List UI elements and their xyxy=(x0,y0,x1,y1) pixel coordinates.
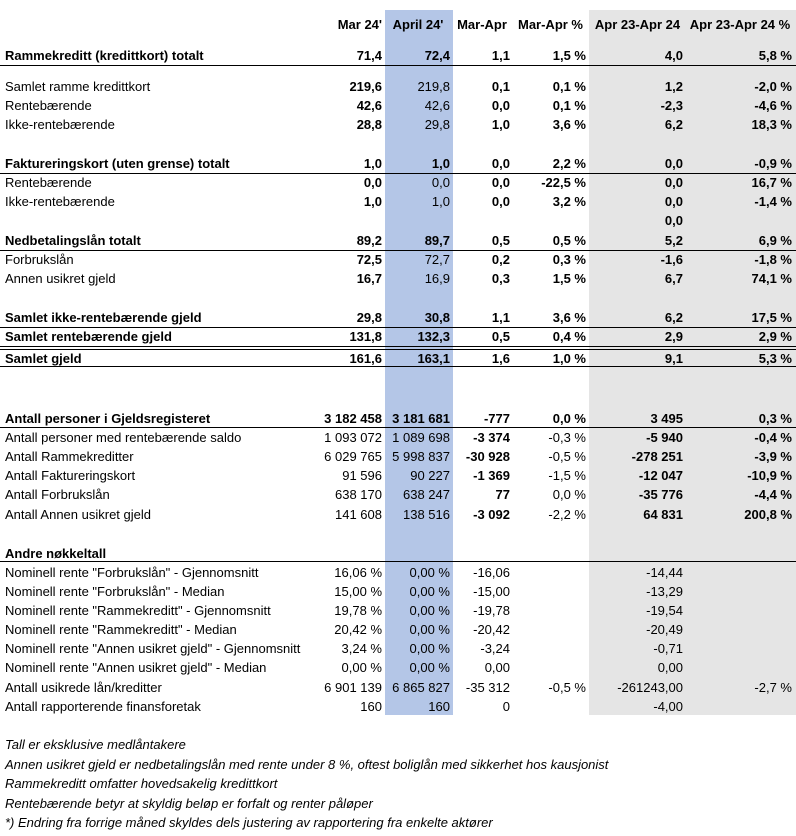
cell: 0,5 % xyxy=(552,233,586,248)
cell: 0,00 % xyxy=(409,565,450,580)
cell: -5 940 xyxy=(646,430,683,445)
table-row xyxy=(0,602,796,620)
header-mar-apr-pct: Mar-Apr % xyxy=(517,17,583,32)
cell: 1,6 xyxy=(491,351,510,366)
row-label: Antall Forbrukslån xyxy=(5,487,110,502)
cell: 0,0 xyxy=(363,175,382,190)
rule xyxy=(0,327,796,328)
rule xyxy=(0,250,796,251)
cell: 0,2 xyxy=(491,252,510,267)
cell: 1 093 072 xyxy=(324,430,382,445)
row-label: Nominell rente "Rammekreditt" - Gjennomsnitt xyxy=(5,603,271,618)
cell: 0,3 % xyxy=(758,411,792,426)
row-label: Forbrukslån xyxy=(5,252,74,267)
row-label: Nominell rente "Annen usikret gjeld" - Gjennomsnitt xyxy=(5,641,301,656)
cell: -10,9 % xyxy=(747,468,792,483)
header-yoy-pct: Apr 23-Apr 24 % xyxy=(689,17,791,32)
cell xyxy=(688,640,792,658)
cell: 3,6 % xyxy=(552,310,586,325)
cell: 72,7 xyxy=(424,252,450,267)
table-row xyxy=(0,467,796,485)
cell: 638 247 xyxy=(403,487,450,502)
cell: 6,9 % xyxy=(758,233,792,248)
cell: 5 998 837 xyxy=(392,449,450,464)
cell: 0,00 % xyxy=(409,660,450,675)
cell: -2,2 % xyxy=(548,507,586,522)
cell: 6 029 765 xyxy=(324,449,382,464)
table-row xyxy=(0,155,796,173)
cell: 6 901 139 xyxy=(324,680,382,695)
cell: 0,3 xyxy=(491,271,510,286)
cell: 3,6 % xyxy=(552,117,586,132)
cell xyxy=(515,621,586,639)
cell: 0,0 xyxy=(491,156,510,171)
cell: -261243,00 xyxy=(617,680,683,695)
footnote: Tall er eksklusive medlåntakere xyxy=(5,737,186,752)
cell: -35 776 xyxy=(638,487,683,502)
cell: 72,4 xyxy=(424,48,450,63)
row-label: Antall personer med rentebærende saldo xyxy=(5,430,242,445)
cell xyxy=(688,659,792,677)
table-row xyxy=(0,698,796,716)
footnote: *) Endring fra forrige måned skyldes dels justering av rapportering fra enkelte aktører xyxy=(5,815,493,830)
cell: 131,8 xyxy=(349,329,382,344)
cell: 16,7 % xyxy=(751,175,792,190)
header-mar-apr: Mar-Apr xyxy=(457,17,507,32)
cell xyxy=(688,621,792,639)
cell: -0,9 % xyxy=(754,156,792,171)
cell xyxy=(515,659,586,677)
cell: 42,6 xyxy=(424,98,450,113)
table-row xyxy=(0,506,796,524)
cell: 2,9 xyxy=(664,329,683,344)
cell: 0,5 xyxy=(491,233,510,248)
row-label: Antall rapporterende finansforetak xyxy=(5,699,201,714)
cell: 0,0 xyxy=(431,175,450,190)
table-row xyxy=(0,486,796,504)
cell: 4,0 xyxy=(664,48,683,63)
cell: 0,1 % xyxy=(552,98,586,113)
cell: -20,42 xyxy=(473,622,510,637)
row-label: Samlet ramme kredittkort xyxy=(5,79,151,94)
cell xyxy=(688,583,792,601)
header-mar24: Mar 24' xyxy=(337,17,382,32)
cell: -278 251 xyxy=(631,449,683,464)
cell: 0,0 xyxy=(664,194,683,209)
cell: 64 831 xyxy=(643,507,683,522)
cell: -777 xyxy=(483,411,510,426)
cell xyxy=(515,640,586,658)
cell xyxy=(515,602,586,620)
cell: 1,0 xyxy=(363,156,382,171)
cell: 2,2 % xyxy=(552,156,586,171)
table-row xyxy=(0,97,796,115)
row-label: Antall personer i Gjeldsregisteret xyxy=(5,411,211,426)
cell: -0,3 % xyxy=(548,430,586,445)
row-label: Faktureringskort (uten grense) totalt xyxy=(5,156,230,171)
cell: 15,00 % xyxy=(334,584,382,599)
cell: 1,0 xyxy=(431,194,450,209)
cell: 5,3 % xyxy=(758,351,792,366)
row-label: Antall Rammekreditter xyxy=(5,449,134,464)
cell: -2,3 xyxy=(660,98,683,113)
row-label: Samlet ikke-rentebærende gjeld xyxy=(5,310,202,325)
table-row xyxy=(0,410,796,428)
rule xyxy=(0,173,796,174)
cell: 0,0 xyxy=(491,98,510,113)
cell: 638 170 xyxy=(335,487,382,502)
cell: 0,0 % xyxy=(552,411,586,426)
cell: 1,5 % xyxy=(552,48,586,63)
cell: 0,00 % xyxy=(409,641,450,656)
table-row xyxy=(0,621,796,639)
cell: 3 182 458 xyxy=(324,411,382,426)
cell: -1,6 xyxy=(660,252,683,267)
cell: 5,8 % xyxy=(758,48,792,63)
cell xyxy=(300,212,382,230)
cell: 0,1 % xyxy=(552,79,586,94)
cell: 1,1 xyxy=(491,310,510,325)
rule xyxy=(0,366,796,367)
table-row xyxy=(0,640,796,658)
cell: -19,54 xyxy=(646,603,683,618)
row-label: Nedbetalingslån totalt xyxy=(5,233,141,248)
table-row xyxy=(0,270,796,288)
cell: 0,1 xyxy=(491,79,510,94)
table-row xyxy=(0,583,796,601)
cell: -4,4 % xyxy=(754,487,792,502)
cell: 2,9 % xyxy=(758,329,792,344)
cell xyxy=(454,212,510,230)
cell: -22,5 % xyxy=(541,175,586,190)
table-row xyxy=(0,448,796,466)
cell: 3 495 xyxy=(650,411,683,426)
row-label: Nominell rente "Rammekreditt" - Median xyxy=(5,622,237,637)
cell: 1,0 xyxy=(491,117,510,132)
rule xyxy=(0,427,796,428)
cell: 17,5 % xyxy=(751,310,792,325)
row-label: Samlet gjeld xyxy=(5,351,82,366)
row-label: Nominell rente "Forbrukslån" - Gjennomsnitt xyxy=(5,565,259,580)
cell xyxy=(386,212,450,230)
cell: 200,8 % xyxy=(744,507,792,522)
cell: 0,0 xyxy=(491,175,510,190)
rule xyxy=(0,349,796,350)
cell: 160 xyxy=(428,699,450,714)
cell: 1,5 % xyxy=(552,271,586,286)
table-row xyxy=(0,429,796,447)
cell: 77 xyxy=(495,487,510,502)
table-row xyxy=(0,309,796,327)
cell: 30,8 xyxy=(424,310,450,325)
table-row xyxy=(0,174,796,192)
row-label: Ikke-rentebærende xyxy=(5,117,115,132)
cell: 3,24 % xyxy=(341,641,382,656)
cell: -12 047 xyxy=(638,468,683,483)
cell: 0,0 xyxy=(491,194,510,209)
cell: 89,2 xyxy=(356,233,382,248)
cell: -3 092 xyxy=(473,507,510,522)
table-row xyxy=(0,193,796,211)
cell xyxy=(688,698,792,716)
cell: -2,0 % xyxy=(754,79,792,94)
cell xyxy=(515,212,586,230)
cell: 29,8 xyxy=(424,117,450,132)
rule xyxy=(0,561,796,562)
cell: -30 928 xyxy=(465,449,510,464)
header-yoy: Apr 23-Apr 24 xyxy=(594,17,681,32)
cell: 160 xyxy=(360,699,382,714)
cell: 19,78 % xyxy=(334,603,382,618)
cell: 1,2 xyxy=(664,79,683,94)
footnote: Rammekreditt omfatter hovedsakelig kredittkort xyxy=(5,776,278,791)
cell: 1,0 xyxy=(431,156,450,171)
cell: 71,4 xyxy=(356,48,382,63)
cell: -3,24 xyxy=(480,641,510,656)
row-label: Samlet rentebærende gjeld xyxy=(5,329,172,344)
cell: 0 xyxy=(502,699,510,714)
cell: -0,5 % xyxy=(548,449,586,464)
cell: -15,00 xyxy=(473,584,510,599)
cell: -3,9 % xyxy=(754,449,792,464)
cell: -19,78 xyxy=(473,603,510,618)
table-row xyxy=(0,659,796,677)
cell: 6,2 xyxy=(664,117,683,132)
cell: 0,00 % xyxy=(409,584,450,599)
cell: 9,1 xyxy=(664,351,683,366)
table-row xyxy=(0,212,796,230)
cell: 219,8 xyxy=(417,79,450,94)
row-label: Nominell rente "Forbrukslån" - Median xyxy=(5,584,225,599)
row-label: Andre nøkkeltall xyxy=(5,546,107,561)
table-row xyxy=(0,251,796,269)
cell: 0,00 % xyxy=(409,622,450,637)
cell: 0,0 xyxy=(664,213,683,228)
rule xyxy=(0,346,796,347)
cell: -1,8 % xyxy=(754,252,792,267)
cell: 1,1 xyxy=(491,48,510,63)
cell: 0,5 xyxy=(491,329,510,344)
cell: -0,5 % xyxy=(548,680,586,695)
table-row xyxy=(0,232,796,250)
row-label: Rammekreditt (kredittkort) totalt xyxy=(5,48,204,63)
cell xyxy=(515,583,586,601)
cell: 0,00 xyxy=(484,660,510,675)
table-row xyxy=(0,116,796,134)
cell: -35 312 xyxy=(465,680,510,695)
cell: -14,44 xyxy=(646,565,683,580)
header-row xyxy=(0,16,796,34)
cell: 0,00 xyxy=(657,660,683,675)
cell xyxy=(688,564,792,582)
cell: 1 089 698 xyxy=(392,430,450,445)
cell: 16,9 xyxy=(424,271,450,286)
cell: 138 516 xyxy=(403,507,450,522)
cell: 16,7 xyxy=(356,271,382,286)
row-label: Nominell rente "Annen usikret gjeld" - Median xyxy=(5,660,267,675)
cell: 72,5 xyxy=(356,252,382,267)
row-label: Rentebærende xyxy=(5,98,92,113)
cell: 0,00 % xyxy=(409,603,450,618)
row-label: Antall Faktureringskort xyxy=(5,468,136,483)
rule xyxy=(0,65,796,66)
cell: -1,4 % xyxy=(754,194,792,209)
cell: 3 181 681 xyxy=(392,411,450,426)
cell: 16,06 % xyxy=(334,565,382,580)
cell: 29,8 xyxy=(356,310,382,325)
cell: 0,4 % xyxy=(552,329,586,344)
cell: 20,42 % xyxy=(334,622,382,637)
cell: 132,3 xyxy=(417,329,450,344)
row-label: Antall Annen usikret gjeld xyxy=(5,507,151,522)
cell xyxy=(688,602,792,620)
row-label: Ikke-rentebærende xyxy=(5,194,115,209)
cell: 0,0 xyxy=(664,156,683,171)
cell: -13,29 xyxy=(646,584,683,599)
cell: 91 596 xyxy=(342,468,382,483)
cell: 74,1 % xyxy=(751,271,792,286)
cell: -1 369 xyxy=(473,468,510,483)
footnotes xyxy=(5,735,608,833)
cell: 28,8 xyxy=(356,117,382,132)
cell: -1,5 % xyxy=(548,468,586,483)
cell: 1,0 xyxy=(363,194,382,209)
cell: 219,6 xyxy=(349,79,382,94)
cell: -0,4 % xyxy=(754,430,792,445)
cell: 0,3 % xyxy=(552,252,586,267)
cell: -4,00 xyxy=(653,699,683,714)
cell: 89,7 xyxy=(424,233,450,248)
cell: -20,49 xyxy=(646,622,683,637)
cell: -2,7 % xyxy=(754,680,792,695)
cell: 6 865 827 xyxy=(392,680,450,695)
table-row xyxy=(0,328,796,346)
row-label: Rentebærende xyxy=(5,175,92,190)
cell xyxy=(515,564,586,582)
cell: 163,1 xyxy=(417,351,450,366)
row-label: Annen usikret gjeld xyxy=(5,271,116,286)
cell: 18,3 % xyxy=(751,117,792,132)
cell: 6,7 xyxy=(664,271,683,286)
cell xyxy=(515,698,586,716)
cell: -0,71 xyxy=(653,641,683,656)
cell: 161,6 xyxy=(349,351,382,366)
row-label: Antall usikrede lån/kreditter xyxy=(5,680,162,695)
cell: 5,2 xyxy=(664,233,683,248)
cell: -3 374 xyxy=(473,430,510,445)
cell: -4,6 % xyxy=(754,98,792,113)
cell: 0,0 xyxy=(664,175,683,190)
table-row xyxy=(0,564,796,582)
cell: 90 227 xyxy=(410,468,450,483)
table-row xyxy=(0,78,796,96)
cell: 1,0 % xyxy=(552,351,586,366)
footnote: Rentebærende betyr at skyldig beløp er forfalt og renter påløper xyxy=(5,795,373,811)
cell: 3,2 % xyxy=(552,194,586,209)
cell: 6,2 xyxy=(664,310,683,325)
header-apr24: April 24' xyxy=(392,17,444,32)
cell: 0,00 % xyxy=(341,660,382,675)
cell: 42,6 xyxy=(356,98,382,113)
table-row xyxy=(0,47,796,65)
cell: -16,06 xyxy=(473,565,510,580)
cell: 0,0 % xyxy=(552,487,586,502)
cell xyxy=(688,212,792,230)
table-row xyxy=(0,679,796,697)
footnote: Annen usikret gjeld er nedbetalingslån med rente under 8 %, oftest boliglån med sikkerhet hos kausjonist xyxy=(5,756,609,772)
cell: 141 608 xyxy=(335,507,382,522)
